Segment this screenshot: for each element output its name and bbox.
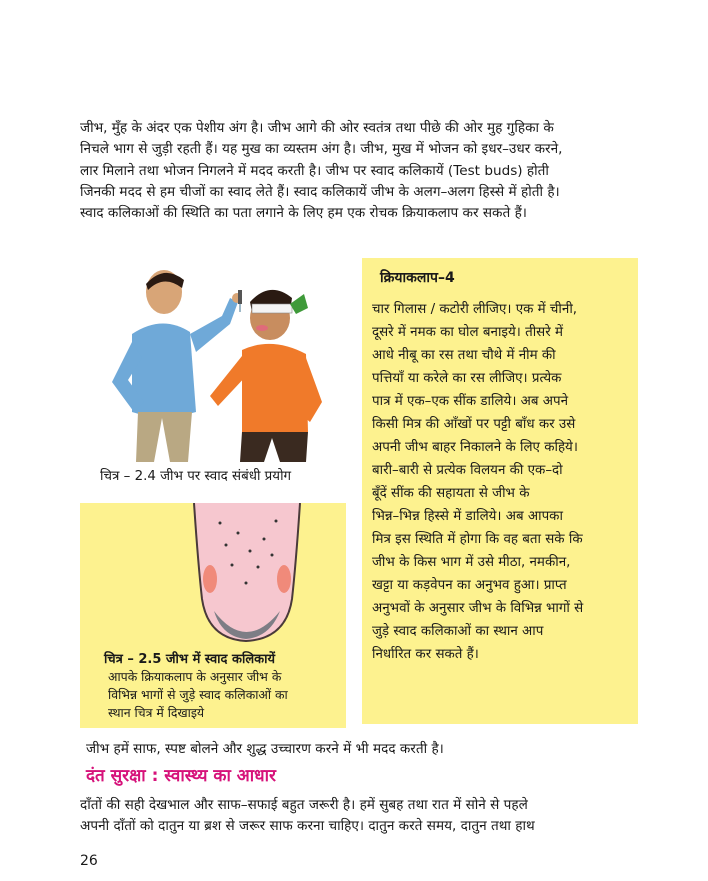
paragraph-line: निचले भाग से जुड़ी रहती हैं। यह मुख का व्यस्तम अंग है। जीभ, मुख में भोजन को इधर–उधर करने, [80, 141, 563, 158]
figure-2-5-note [108, 668, 338, 722]
activity-line: आधे नीबू का रस तथा चौथे में नीम की [372, 348, 556, 363]
figure-2-5-caption: चित्र – 2.5 जीभ में स्वाद कलिकायें [104, 652, 276, 667]
paragraph-line: जिनकी मदद से हम चीजों का स्वाद लेते हैं। स्वाद कलिकायें जीभ के अलग–अलग हिस्से में होती है। [80, 183, 560, 200]
activity-line: मित्र इस स्थिति में होगा कि वह बता सके कि [372, 532, 583, 547]
activity-line: बारी–बारी से प्रत्येक विलयन की एक–दो [372, 463, 563, 478]
dropper-icon [238, 290, 242, 312]
paragraph-line: जीभ, मुँह के अंदर एक पेशीय अंग है। जीभ आगे की ओर स्वतंत्र तथा पीछे की ओर मुह गुहिका के [80, 120, 554, 136]
tongue-taste-buds-illustration [188, 503, 306, 643]
activity-line: खट्टा या कड़वेपन का अनुभव हुआ। प्राप्त [372, 578, 567, 593]
left-boy-figure [112, 270, 242, 462]
activity-line: किसी मित्र की आँखों पर पट्टी बाँध कर उसे [372, 417, 576, 432]
activity-line: भिन्न–भिन्न हिस्से में डालिये। अब आपका [372, 509, 563, 524]
activity-line: पत्तियाँ या करेले का रस लीजिए। प्रत्येक [372, 371, 562, 386]
page-number: 26 [80, 853, 98, 869]
note-line: स्थान चित्र में दिखाइये [108, 705, 205, 720]
note-line: विभिन्न भागों से जुड़े स्वाद कलिकाओं का [108, 687, 288, 702]
paragraph-line: स्वाद कलिकाओं की स्थिति का पता लगाने के लिए हम एक रोचक क्रियाकलाप कर सकते हैं। [80, 205, 527, 222]
figure-2-4-caption: चित्र – 2.4 जीभ पर स्वाद संबंधी प्रयोग [100, 469, 292, 484]
activity-line: निर्धारित कर सकते हैं। [372, 647, 479, 662]
activity-body [372, 298, 628, 666]
intro-paragraph [80, 118, 650, 224]
dental-care-paragraph [80, 795, 650, 838]
activity-line: चार गिलास / कटोरी लीजिए। एक में चीनी, [372, 302, 578, 317]
activity-line: जीभ के किस भाग में उसे मीठा, नमकीन, [372, 555, 571, 570]
paragraph-line: दाँतों की सही देखभाल और साफ–सफाई बहुत जरूरी है। हमें सुबह तथा रात में सोने से पहले [80, 797, 528, 813]
activity-line: बूँदें सींक की सहायता से जीभ के [372, 486, 530, 501]
paragraph-line: अपनी दाँतों को दातुन या ब्रश से जरूर साफ करना चाहिए। दातुन करते समय, दातुन तथा हाथ [80, 818, 535, 835]
section-heading: दंत सुरक्षा : स्वास्थ्य का आधार [86, 766, 276, 786]
paragraph-line: लार मिलाने तथा भोजन निगलने में मदद करती है। जीभ पर स्वाद कलिकायें (Test buds) होती [80, 162, 549, 179]
speech-sentence: जीभ हमें साफ, स्पष्ट बोलने और शुद्ध उच्चारण करने में भी मदद करती है। [86, 741, 444, 757]
activity-line: अनुभवों के अनुसार जीभ के विभिन्न भागों से [372, 601, 584, 616]
activity-line: दूसरे में नमक का घोल बनाइये। तीसरे में [372, 325, 563, 340]
activity-line: पात्र में एक–एक सींक डालिये। अब अपने [372, 394, 569, 409]
activity-box [362, 258, 638, 724]
activity-line: जुड़े स्वाद कलिकाओं का स्थान आप [372, 624, 544, 639]
figure-2-5-box [80, 503, 346, 728]
taste-experiment-illustration [92, 262, 340, 462]
note-line: आपके क्रियाकलाप के अनुसार जीभ के [108, 669, 282, 684]
activity-title: क्रियाकलाप–4 [380, 270, 455, 286]
activity-line: अपनी जीभ बाहर निकालने के लिए कहिये। [372, 440, 578, 455]
